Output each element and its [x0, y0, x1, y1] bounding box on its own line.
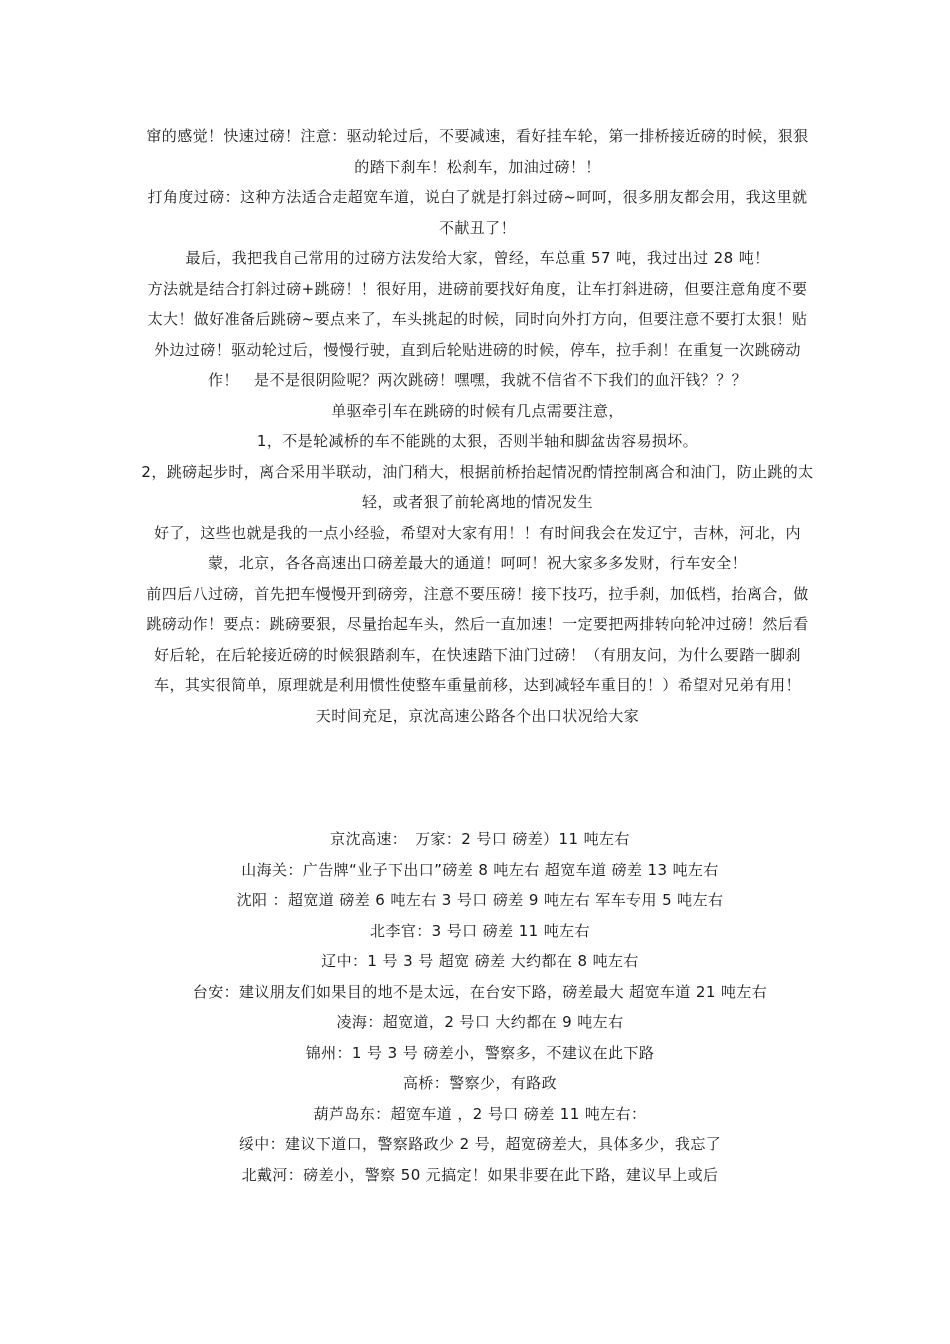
article-body	[140, 121, 815, 731]
paragraph-four-eight-method: 前四后八过磅，首先把车慢慢开到磅旁，注意不要压磅！接下技巧，拉手刹，加低档，抬离合，做跳磅动作！要点：跳磅要狠，尽量抬起车头，然后一直加速！一定要把两排转向轮冲过磅！然后看好后轮，在后轮接近磅的时候狠踏刹车，在快速踏下油门过磅！（有朋友问，为什么要踏一脚刹车，其实很简单，原理就是利用惯性使整车重量前移，达到减轻车重目的！）希望对兄弟有用！	[146, 584, 809, 694]
paragraph-personal-method-intro: 最后，我把我自己常用的过磅方法发给大家，曾经，车总重 57 吨，我过出过 28 吨！	[185, 249, 770, 267]
paragraph-closing: 好了，这些也就是我的一点小经验，希望对大家有用！！有时间我会在发辽宁，吉林，河北，内蒙，北京，各各高速出口磅差最大的通道！呵呵！祝大家多多发财，行车安全！	[154, 523, 801, 572]
paragraph-exit-intro: 天时间充足，京沈高速公路各个出口状况给大家	[315, 706, 640, 725]
exit-item: 凌海：超宽道，2 号口 大约都在 9 吨左右	[336, 1013, 624, 1031]
paragraph-weighing-tip: 窜的感觉！快速过磅！注意：驱动轮过后，不要减速，看好挂车轮，第一排桥接近磅的时候，狠狠的踏下刹车！松刹车，加油过磅！！	[146, 127, 809, 176]
exit-item: 辽中：1 号 3 号 超宽 磅差 大约都在 8 吨左右	[321, 952, 639, 970]
highway-exit-list	[140, 824, 820, 1190]
exit-item: 京沈高速： 万家：2 号口 磅差）11 吨左右	[330, 830, 630, 848]
paragraph-combined-method: 方法就是结合打斜过磅+跳磅！！很好用，进磅前要找好角度，让车打斜进磅，但要注意角度不要太大！做好准备后跳磅~要点来了，车头挑起的时候，同时向外打方向，但要注意不要打太狠！贴外边过磅！驱动轮过后，慢慢行驶，直到后轮贴进磅的时候，停车，拉手刹！在重复一次跳磅动作！ 是不是很阴险呢？两次跳磅！嘿嘿，我就不信省不下我们的血汗钱？？？	[147, 279, 808, 389]
exit-item: 台安：建议朋友们如果目的地不是太远，在台安下路，磅差最大 超宽车道 21 吨左右	[192, 982, 768, 1001]
exit-item: 北戴河：磅差小，警察 50 元搞定！如果非要在此下路，建议早上或后	[241, 1165, 719, 1184]
paragraph-note-2: 2，跳磅起步时，离合采用半联动，油门稍大，根据前桥抬起情况酌情控制离合和油门，防止跳的太轻，或者狠了前轮离地的情况发生	[141, 462, 814, 511]
exit-item: 锦州：1 号 3 号 磅差小，警察多，不建议在此下路	[305, 1043, 655, 1062]
exit-item: 北李官：3 号口 磅差 11 吨左右	[370, 921, 590, 940]
exit-item: 绥中：建议下道口，警察路政少 2 号，超宽磅差大，具体多少，我忘了	[238, 1135, 722, 1153]
paragraph-angle-method: 打角度过磅：这种方法适合走超宽车道，说白了就是打斜过磅~呵呵，很多朋友都会用，我这里就不献丑了！	[147, 188, 808, 237]
paragraph-single-drive-note: 单驱牵引车在跳磅的时候有几点需要注意，	[331, 401, 624, 420]
exit-item: 山海关：广告牌“业子下出口”磅差 8 吨左右 超宽车道 磅差 13 吨左右	[241, 860, 719, 879]
exit-item: 高桥：警察少，有路政	[402, 1074, 557, 1092]
paragraph-note-1: 1，不是轮减桥的车不能跳的太狠，否则半轴和脚盆齿容易损坏。	[256, 432, 699, 450]
exit-item: 沈阳 ：超宽道 磅差 6 吨左右 3 号口 磅差 9 吨左右 军车专用 5 吨左右	[236, 891, 724, 909]
exit-item: 葫芦岛东：超宽车道 ，2 号口 磅差 11 吨左右：	[313, 1104, 647, 1123]
